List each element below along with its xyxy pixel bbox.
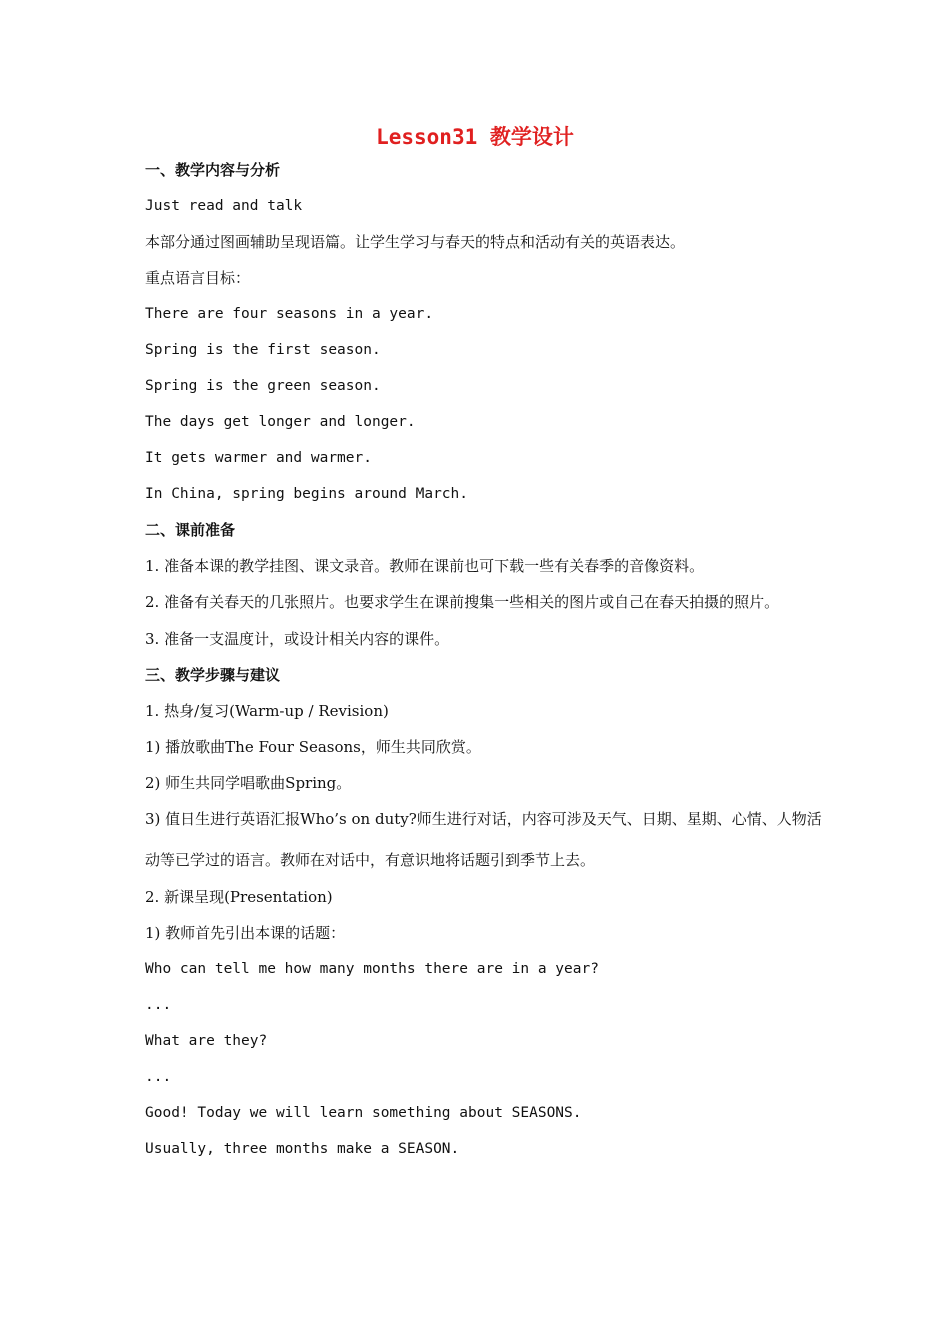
dialogue-line: ... [145, 997, 172, 1013]
dialogue-line: Who can tell me how many months there are in a year? [145, 961, 599, 977]
list-item: 3. 准备一支温度计，或设计相关内容的课件。 [145, 630, 450, 648]
dialogue-line: What are they? [145, 1033, 268, 1049]
body-line: 重点语言目标： [145, 269, 251, 287]
document-title: Lesson31 教学设计 [376, 125, 574, 149]
list-item: 1) 教师首先引出本课的话题： [145, 924, 346, 942]
list-item: 2) 师生共同学唱歌曲Spring。 [145, 774, 352, 792]
dialogue-line: Good! Today we will learn something about SEASONS. [145, 1105, 582, 1121]
dialogue-line: ... [145, 1069, 172, 1085]
list-item: 2. 准备有关春天的几张照片。也要求学生在课前搜集一些相关的图片或自己在春天拍摄的照片。 [145, 593, 780, 611]
dialogue-line: Usually, three months make a SEASON. [145, 1141, 460, 1157]
target-sentence: The days get longer and longer. [145, 414, 416, 430]
body-line: Just read and talk [145, 198, 303, 214]
target-sentence: In China, spring begins around March. [145, 486, 469, 502]
list-item: 1. 热身/复习(Warm-up / Revision) [145, 702, 389, 720]
target-sentence: It gets warmer and warmer. [145, 450, 372, 466]
section-heading-content-analysis: 一、教学内容与分析 [145, 161, 281, 179]
body-line: 本部分通过图画辅助呈现语篇。让学生学习与春天的特点和活动有关的英语表达。 [145, 233, 686, 251]
list-item: 3) 值日生进行英语汇报Who’s on duty?师生进行对话，内容可涉及天气、日期、星期、心情、人物活动等已学过的语言。教师在对话中，有意识地将话题引到季节上去。 [145, 810, 822, 869]
list-item: 1. 准备本课的教学挂图、课文录音。教师在课前也可下载一些有关春季的音像资料。 [145, 557, 705, 575]
list-item: 2. 新课呈现(Presentation) [145, 888, 333, 906]
section-heading-teaching-steps: 三、教学步骤与建议 [145, 666, 281, 684]
section-heading-preparation: 二、课前准备 [145, 521, 236, 539]
target-sentence: Spring is the first season. [145, 342, 381, 358]
document-body [145, 160, 825, 1175]
target-sentence: There are four seasons in a year. [145, 306, 434, 322]
target-sentence: Spring is the green season. [145, 378, 381, 394]
list-item: 1) 播放歌曲The Four Seasons，师生共同欣赏。 [145, 738, 481, 756]
